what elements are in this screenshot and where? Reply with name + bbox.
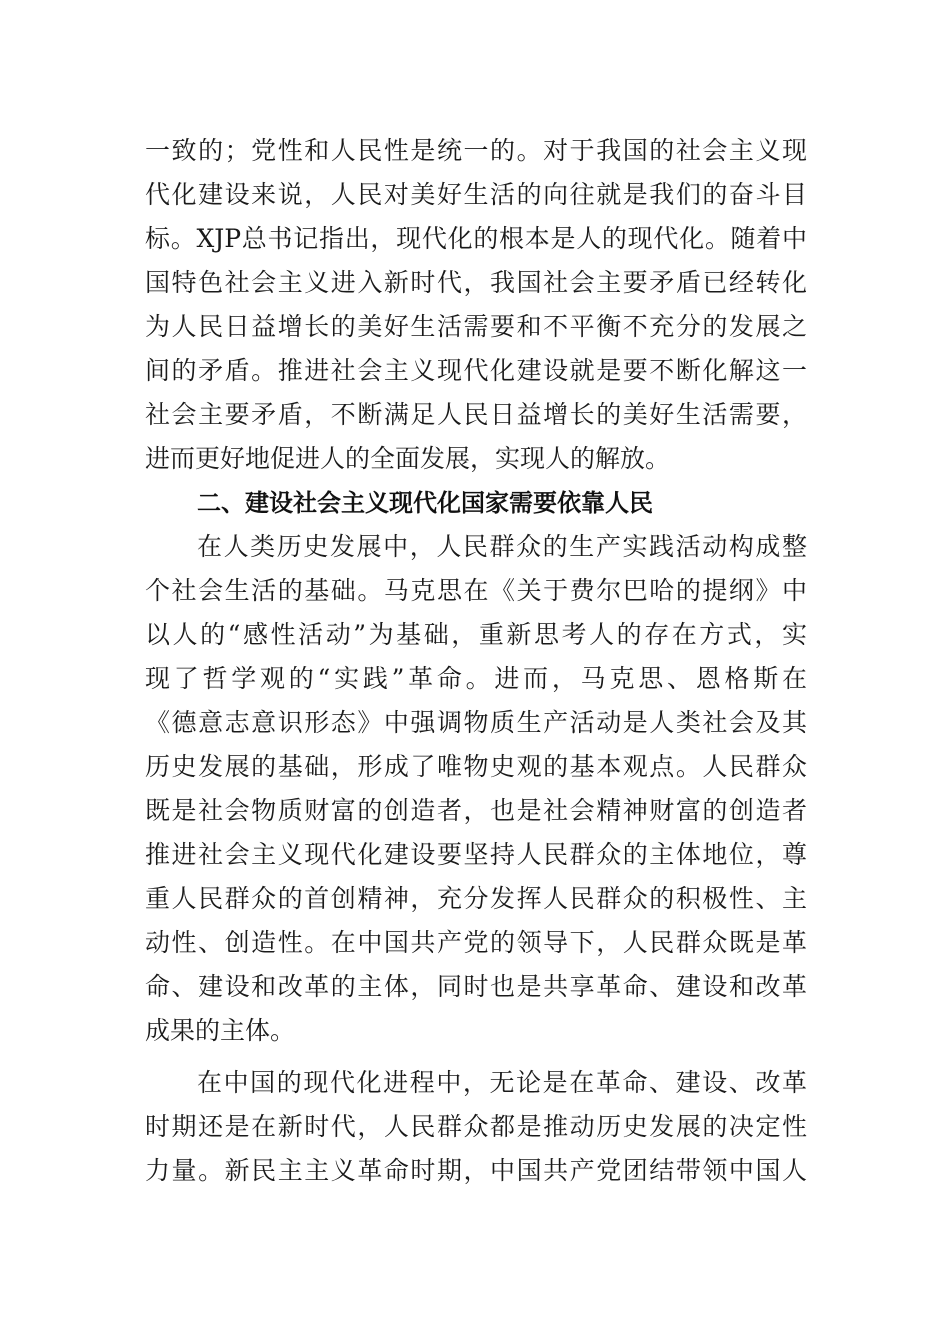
- text-line: 动性、创造性。在中国共产党的领导下，人民群众既是革: [145, 928, 807, 957]
- text-line: 力量。新民主主义革命时期，中国共产党团结带领中国人: [145, 1156, 807, 1185]
- text-line: 成果的主体。: [145, 1016, 296, 1045]
- text-line: 以人的“感性活动”为基础，重新思考人的存在方式，实: [145, 620, 807, 649]
- text-line: 《德意志意识形态》中强调物质生产活动是人类社会及其: [145, 708, 807, 737]
- text-line: 一致的；党性和人民性是统一的。对于我国的社会主义现: [145, 136, 807, 165]
- text-line: 标。XJP总书记指出，现代化的根本是人的现代化。随着中: [145, 224, 807, 253]
- text-line: 国特色社会主义进入新时代，我国社会主要矛盾已经转化: [145, 268, 807, 297]
- text-line: 在人类历史发展中，人民群众的生产实践活动构成整: [197, 532, 807, 561]
- text-line: 重人民群众的首创精神，充分发挥人民群众的积极性、主: [145, 884, 807, 913]
- section-heading: 二、建设社会主义现代化国家需要依靠人民: [197, 489, 653, 517]
- text-line: 历史发展的基础，形成了唯物史观的基本观点。人民群众: [145, 752, 807, 781]
- text-line: 既是社会物质财富的创造者，也是社会精神财富的创造者: [145, 796, 807, 825]
- text-line: 现了哲学观的“实践”革命。进而，马克思、恩格斯在: [145, 664, 807, 693]
- text-line: 为人民日益增长的美好生活需要和不平衡不充分的发展之: [145, 312, 807, 341]
- text-line: 在中国的现代化进程中，无论是在革命、建设、改革: [197, 1068, 807, 1097]
- text-line: 间的矛盾。推进社会主义现代化建设就是要不断化解这一: [145, 356, 807, 385]
- text-line: 时期还是在新时代，人民群众都是推动历史发展的决定性: [145, 1112, 807, 1141]
- text-line: 推进社会主义现代化建设要坚持人民群众的主体地位，尊: [145, 840, 807, 869]
- text-line: 进而更好地促进人的全面发展，实现人的解放。: [145, 444, 671, 473]
- text-line: 命、建设和改革的主体，同时也是共享革命、建设和改革: [145, 972, 807, 1001]
- text-line: 社会主要矛盾，不断满足人民日益增长的美好生活需要，: [145, 400, 807, 429]
- text-line: 代化建设来说，人民对美好生活的向往就是我们的奋斗目: [145, 180, 807, 209]
- text-line: 个社会生活的基础。马克思在《关于费尔巴哈的提纲》中: [145, 576, 807, 605]
